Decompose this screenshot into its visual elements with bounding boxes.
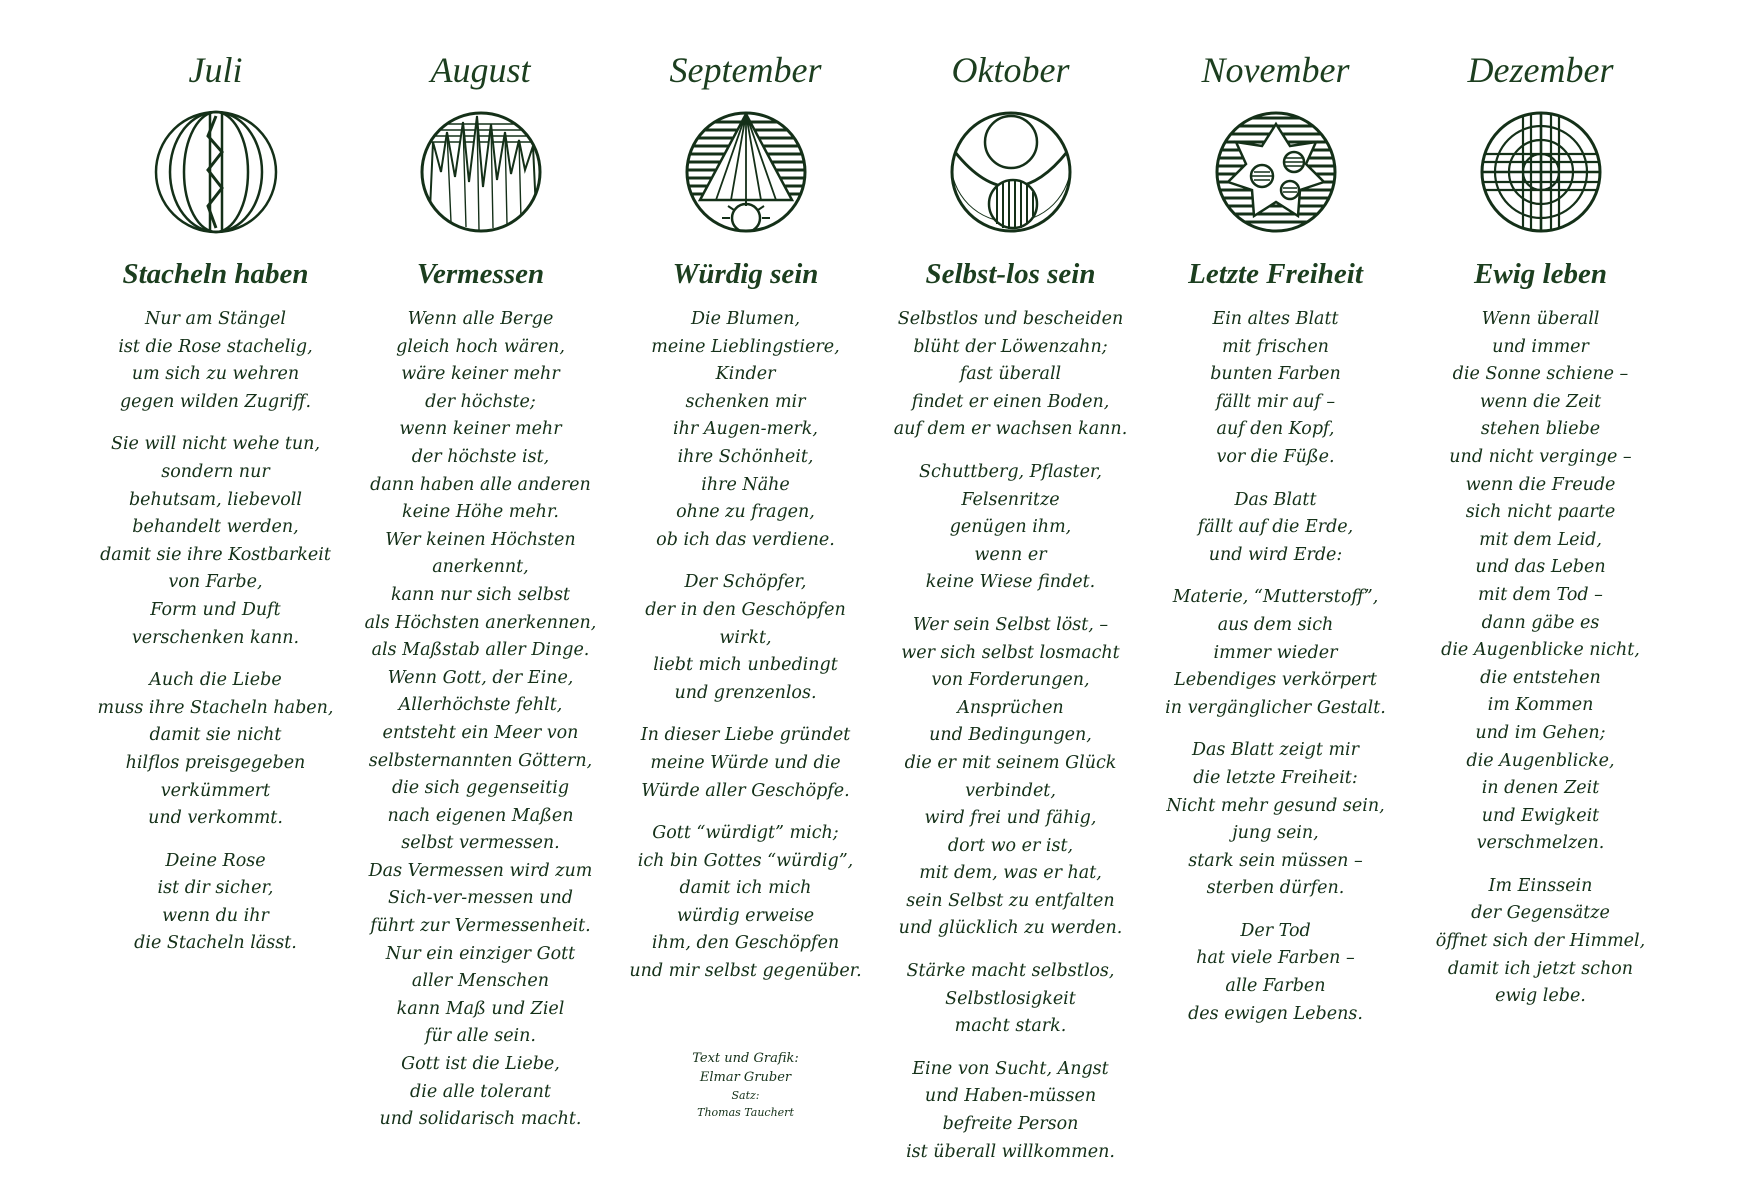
poem-line: vor die Füße. xyxy=(1216,446,1335,467)
poem-line: aus dem sich xyxy=(1217,614,1334,635)
poem-theme: Letzte Freiheit xyxy=(1188,258,1363,290)
poem-line: Das Blatt xyxy=(1234,489,1317,510)
poem-line: kann Maß und Ziel xyxy=(396,998,565,1019)
poem-line: fällt auf die Erde, xyxy=(1197,517,1354,538)
poem-line: ist die Rose stachelig, xyxy=(118,336,313,357)
poem-line: Stärke macht selbstlos, xyxy=(906,961,1115,982)
poem-line: Felsenritze xyxy=(961,489,1060,510)
poem-line: die letzte Freiheit: xyxy=(1193,767,1358,788)
poem-theme: Ewig leben xyxy=(1474,258,1607,290)
column-juli xyxy=(83,30,348,1135)
poem-line: nach eigenen Maßen xyxy=(387,805,574,826)
poem-line: macht stark. xyxy=(954,1016,1067,1037)
poem-line: ihre Schönheit, xyxy=(677,446,814,467)
poem-line: Wenn alle Berge xyxy=(407,309,554,329)
poem-line: Das Blatt zeigt mir xyxy=(1191,740,1360,761)
poem-line: die Sonne schiene – xyxy=(1452,364,1629,385)
poem-line: von Farbe, xyxy=(168,572,263,593)
poem-line: Wer keinen Höchsten xyxy=(385,529,576,550)
poem-line: Schuttberg, Pflaster, xyxy=(919,461,1102,482)
poem-line: damit ich mich xyxy=(679,878,812,899)
poem-line: damit ich jetzt schon xyxy=(1447,958,1634,979)
poem-line: wenn keiner mehr xyxy=(399,419,562,440)
poem-line: verbindet, xyxy=(965,780,1056,801)
stanza xyxy=(98,848,334,958)
poem-line: ihm, den Geschöpfen xyxy=(651,933,840,954)
poem-line: und Ewigkeit xyxy=(1481,805,1600,826)
poem-line: Ansprüchen xyxy=(957,697,1064,718)
stanza xyxy=(1165,584,1386,722)
poem-line: und nicht verginge – xyxy=(1449,446,1632,467)
poem-line: der Gegensätze xyxy=(1471,903,1610,924)
poem-line: in vergänglicher Gestalt. xyxy=(1165,697,1386,718)
poem-line: und grenzenlos. xyxy=(674,682,817,703)
poem-line: genügen ihm, xyxy=(949,517,1072,538)
poem-line: Nur am Stängel xyxy=(145,309,286,329)
poem-line: Selbstlos und bescheiden xyxy=(897,309,1124,329)
credit-typeset-label: Satz: xyxy=(731,1088,760,1102)
poem-line: wenn die Zeit xyxy=(1479,391,1602,412)
poem-line: Das Vermessen wird zum xyxy=(368,860,593,881)
poem-line: sterben dürfen. xyxy=(1206,878,1345,899)
poem-line: Die Blumen, xyxy=(690,309,801,329)
poem-line: Wenn Gott, der Eine, xyxy=(387,667,574,688)
poem xyxy=(1436,306,1645,1026)
poem-line: ist dir sicher, xyxy=(157,878,274,899)
leaf-star-emblem-icon xyxy=(1206,102,1346,242)
poem-line: die sich gegenseitig xyxy=(391,778,570,799)
poem-line: die Augenblicke, xyxy=(1466,750,1615,771)
poem-line: Nur ein einziger Gott xyxy=(385,943,576,964)
poem-line: hilflos preisgegeben xyxy=(125,752,306,773)
poem-line: auf dem er wachsen kann. xyxy=(893,419,1128,440)
poem-line: fast überall xyxy=(959,364,1062,385)
month-title: August xyxy=(430,50,531,90)
poem-line: meine Lieblingstiere, xyxy=(651,336,840,357)
poem-line: damit sie nicht xyxy=(149,725,282,746)
poem-line: und wird Erde: xyxy=(1208,544,1343,565)
poem-line: und verkommt. xyxy=(148,808,283,829)
month-title: September xyxy=(669,50,822,90)
poem-line: die alle tolerant xyxy=(410,1081,551,1102)
stanza xyxy=(894,1056,1128,1166)
stanza xyxy=(98,431,334,652)
poem-line: anerkennt, xyxy=(432,557,529,578)
month-title: November xyxy=(1201,50,1350,90)
poem-line: ohne zu fragen, xyxy=(676,502,815,523)
stanza xyxy=(894,306,1128,444)
stanza xyxy=(629,306,861,554)
poem-line: mit dem Leid, xyxy=(1479,529,1602,550)
poem-line: und mir selbst gegenüber. xyxy=(629,961,862,982)
poem-line: und im Gehen; xyxy=(1475,722,1606,743)
poem-line: wer sich selbst losmacht xyxy=(901,642,1120,663)
stanza xyxy=(894,612,1128,943)
mountains-emblem-icon xyxy=(411,102,551,242)
poem-line: ist überall willkommen. xyxy=(906,1141,1115,1162)
poem-line: behandelt werden, xyxy=(132,517,299,538)
poem-line: verschenken kann. xyxy=(131,627,300,648)
poem-line: Der Schöpfer, xyxy=(684,572,807,593)
poem-line: Deine Rose xyxy=(165,850,266,871)
poem-line: auf den Kopf, xyxy=(1216,419,1335,440)
month-title: Oktober xyxy=(951,50,1070,90)
poem-theme: Vermessen xyxy=(416,258,545,290)
poem-theme: Selbst-los sein xyxy=(925,258,1096,290)
stanza xyxy=(1165,487,1386,570)
poem-line: verschmelzen. xyxy=(1476,833,1605,854)
poem-line: und glücklich zu werden. xyxy=(898,918,1123,939)
poem-line: selbst vermessen. xyxy=(401,833,560,854)
poem-line: sondern nur xyxy=(161,461,270,482)
poem-line: Wenn überall xyxy=(1481,309,1600,329)
poem-line: die er mit seinem Glück xyxy=(904,752,1117,773)
poem-line: bunten Farben xyxy=(1210,364,1341,385)
stanza xyxy=(894,459,1128,597)
poem-line: der höchste; xyxy=(425,391,536,412)
poem-line: verkümmert xyxy=(160,780,271,801)
stanza xyxy=(1436,873,1645,1011)
poem-line: behutsam, liebevoll xyxy=(128,489,302,510)
poem-line: Lebendiges verkörpert xyxy=(1174,670,1377,691)
poem-line: und Bedingungen, xyxy=(929,725,1092,746)
poem-line: Wer sein Selbst löst, – xyxy=(912,614,1109,635)
poem-line: Der Tod xyxy=(1240,920,1311,941)
poem-line: hat viele Farben – xyxy=(1196,948,1355,969)
poem-line: Würde aller Geschöpfe. xyxy=(641,780,850,801)
poem-line: Sie will nicht wehe tun, xyxy=(110,434,321,455)
column-oktober xyxy=(878,30,1143,1162)
poem-line: der höchste ist, xyxy=(411,446,550,467)
poem-line: gegen wilden Zugriff. xyxy=(119,391,312,412)
poem-line: die entstehen xyxy=(1480,667,1601,688)
poem-line: und Haben-müssen xyxy=(924,1086,1097,1107)
stanza xyxy=(629,569,861,707)
poem-line: Gott ist die Liebe, xyxy=(401,1054,560,1075)
stanza xyxy=(1165,918,1386,1028)
poem-line: blüht der Löwenzahn; xyxy=(913,336,1108,357)
poem-line: entsteht ein Meer von xyxy=(382,722,579,743)
poem-line: wenn er xyxy=(974,544,1047,565)
poem-line: und das Leben xyxy=(1475,557,1606,578)
poem-line: fällt mir auf – xyxy=(1215,391,1336,412)
dandelion-emblem-icon xyxy=(941,102,1081,242)
month-title: Dezember xyxy=(1467,50,1614,90)
poem-line: kann nur sich selbst xyxy=(391,584,570,605)
poem xyxy=(1165,306,1386,1043)
poem-line: muss ihre Stacheln haben, xyxy=(97,697,334,718)
poem-line: Kinder xyxy=(715,364,776,385)
poem-line: Nicht mehr gesund sein, xyxy=(1166,795,1385,816)
poem-line: keine Höhe mehr. xyxy=(402,502,559,523)
poem-theme: Stacheln haben xyxy=(122,258,309,290)
eternity-grid-emblem-icon xyxy=(1471,102,1611,242)
poem-line: Sich-ver-messen und xyxy=(388,888,573,909)
poem-line: wirkt, xyxy=(719,627,772,648)
poem-line: von Forderungen, xyxy=(931,670,1090,691)
poem-line: stark sein müssen – xyxy=(1188,850,1363,871)
poem-line: wenn du ihr xyxy=(162,905,269,926)
poem-line: ich bin Gottes “würdig”, xyxy=(637,850,854,871)
poem-line: in denen Zeit xyxy=(1481,778,1600,799)
poem-line: mit frischen xyxy=(1222,336,1329,357)
poem-line: Im Einssein xyxy=(1488,875,1593,896)
poem-line: selbsternannten Göttern, xyxy=(368,750,593,771)
poem-line: als Maßstab aller Dinge. xyxy=(371,640,590,661)
stanza xyxy=(1436,306,1645,858)
poem-line: Auch die Liebe xyxy=(149,670,282,691)
month-columns xyxy=(83,30,1673,1162)
poem-line: wäre keiner mehr xyxy=(401,364,560,385)
column-august xyxy=(348,30,613,1135)
poem-line: und solidarisch macht. xyxy=(379,1109,582,1130)
poem-line: und immer xyxy=(1492,336,1589,357)
poem-line: wird frei und fähig, xyxy=(924,808,1097,829)
poem-line: keine Wiese findet. xyxy=(925,572,1096,593)
poem-line: mit dem Tod – xyxy=(1478,584,1603,605)
sun-cone-emblem-icon xyxy=(676,102,816,242)
credit-text-label: Text und Grafik: xyxy=(692,1050,799,1066)
stanza xyxy=(1165,737,1386,903)
poem-line: schenken mir xyxy=(685,391,806,412)
month-title: Juli xyxy=(188,50,243,90)
credit-author: Elmar Gruber xyxy=(699,1069,792,1085)
stanza xyxy=(1165,306,1386,472)
poem-line: damit sie ihre Kostbarkeit xyxy=(100,544,331,565)
stanza xyxy=(629,722,861,805)
poem-line: findet er einen Boden, xyxy=(911,391,1110,412)
poem-line: Selbstlosigkeit xyxy=(945,988,1076,1009)
poem-line: mit dem, was er hat, xyxy=(919,863,1102,884)
poem-line: der in den Geschöpfen xyxy=(645,599,846,620)
poem-line: Gott “würdigt” mich; xyxy=(652,823,839,844)
poem-line: sein Selbst zu entfalten xyxy=(906,890,1115,911)
column-november xyxy=(1143,30,1408,1135)
poem-line: im Kommen xyxy=(1487,695,1594,716)
credit-typesetter: Thomas Tauchert xyxy=(697,1105,794,1119)
poem-line: aller Menschen xyxy=(411,971,550,992)
poem-line: ewig lebe. xyxy=(1495,986,1586,1007)
poem-line: immer wieder xyxy=(1213,642,1338,663)
poem-line: die Augenblicke nicht, xyxy=(1441,640,1640,661)
poem-line: Materie, “Mutterstoff”, xyxy=(1172,587,1379,608)
poem-line: dann haben alle anderen xyxy=(370,474,591,495)
stanza xyxy=(98,306,334,416)
poem-line: ob ich das verdiene. xyxy=(656,529,835,550)
poem-line: würdig erweise xyxy=(676,905,815,926)
poem-line: stehen bliebe xyxy=(1480,419,1601,440)
poem xyxy=(98,306,334,973)
poem-line: meine Würde und die xyxy=(650,752,841,773)
poem-line: In dieser Liebe gründet xyxy=(640,725,851,746)
poem xyxy=(894,306,1128,1181)
poem-line: Allerhöchste fehlt, xyxy=(398,695,563,716)
stanza xyxy=(629,820,861,986)
stanza xyxy=(894,958,1128,1041)
poem-line: Ein altes Blatt xyxy=(1212,309,1339,329)
poem-line: für alle sein. xyxy=(424,1026,536,1047)
poem-line: liebt mich unbedingt xyxy=(653,655,838,676)
poem-line: die Stacheln lässt. xyxy=(134,933,297,954)
poem-line: wenn die Freude xyxy=(1465,474,1616,495)
column-september xyxy=(613,30,878,1135)
poem-line: gleich hoch wären, xyxy=(396,336,565,357)
poem-line: öffnet sich der Himmel, xyxy=(1435,931,1646,952)
poem-line: jung sein, xyxy=(1232,823,1319,844)
poem-theme: Würdig sein xyxy=(672,258,819,290)
poem-line: als Höchsten anerkennen, xyxy=(364,612,597,633)
poem-line: Form und Duft xyxy=(150,599,281,620)
poem xyxy=(629,306,861,1001)
poem-line: führt zur Vermessenheit. xyxy=(370,916,591,937)
poem-line: des ewigen Lebens. xyxy=(1188,1003,1363,1024)
poem-line: sich nicht paarte xyxy=(1465,502,1616,523)
stanza xyxy=(365,306,597,1134)
column-dezember xyxy=(1408,30,1673,1135)
poem-line: dort wo er ist, xyxy=(947,835,1074,856)
poem xyxy=(365,306,597,1149)
poem-line: ihr Augen-merk, xyxy=(673,419,818,440)
poem-line: alle Farben xyxy=(1225,976,1326,997)
poem-line: ihre Nähe xyxy=(701,474,790,495)
stanza xyxy=(98,667,334,833)
rose-thorn-emblem-icon xyxy=(146,102,286,242)
poem-line: dann gäbe es xyxy=(1481,612,1600,633)
credits xyxy=(692,1049,799,1121)
poem-line: Eine von Sucht, Angst xyxy=(912,1058,1109,1079)
poem-line: um sich zu wehren xyxy=(131,364,300,385)
poem-line: befreite Person xyxy=(942,1114,1079,1135)
